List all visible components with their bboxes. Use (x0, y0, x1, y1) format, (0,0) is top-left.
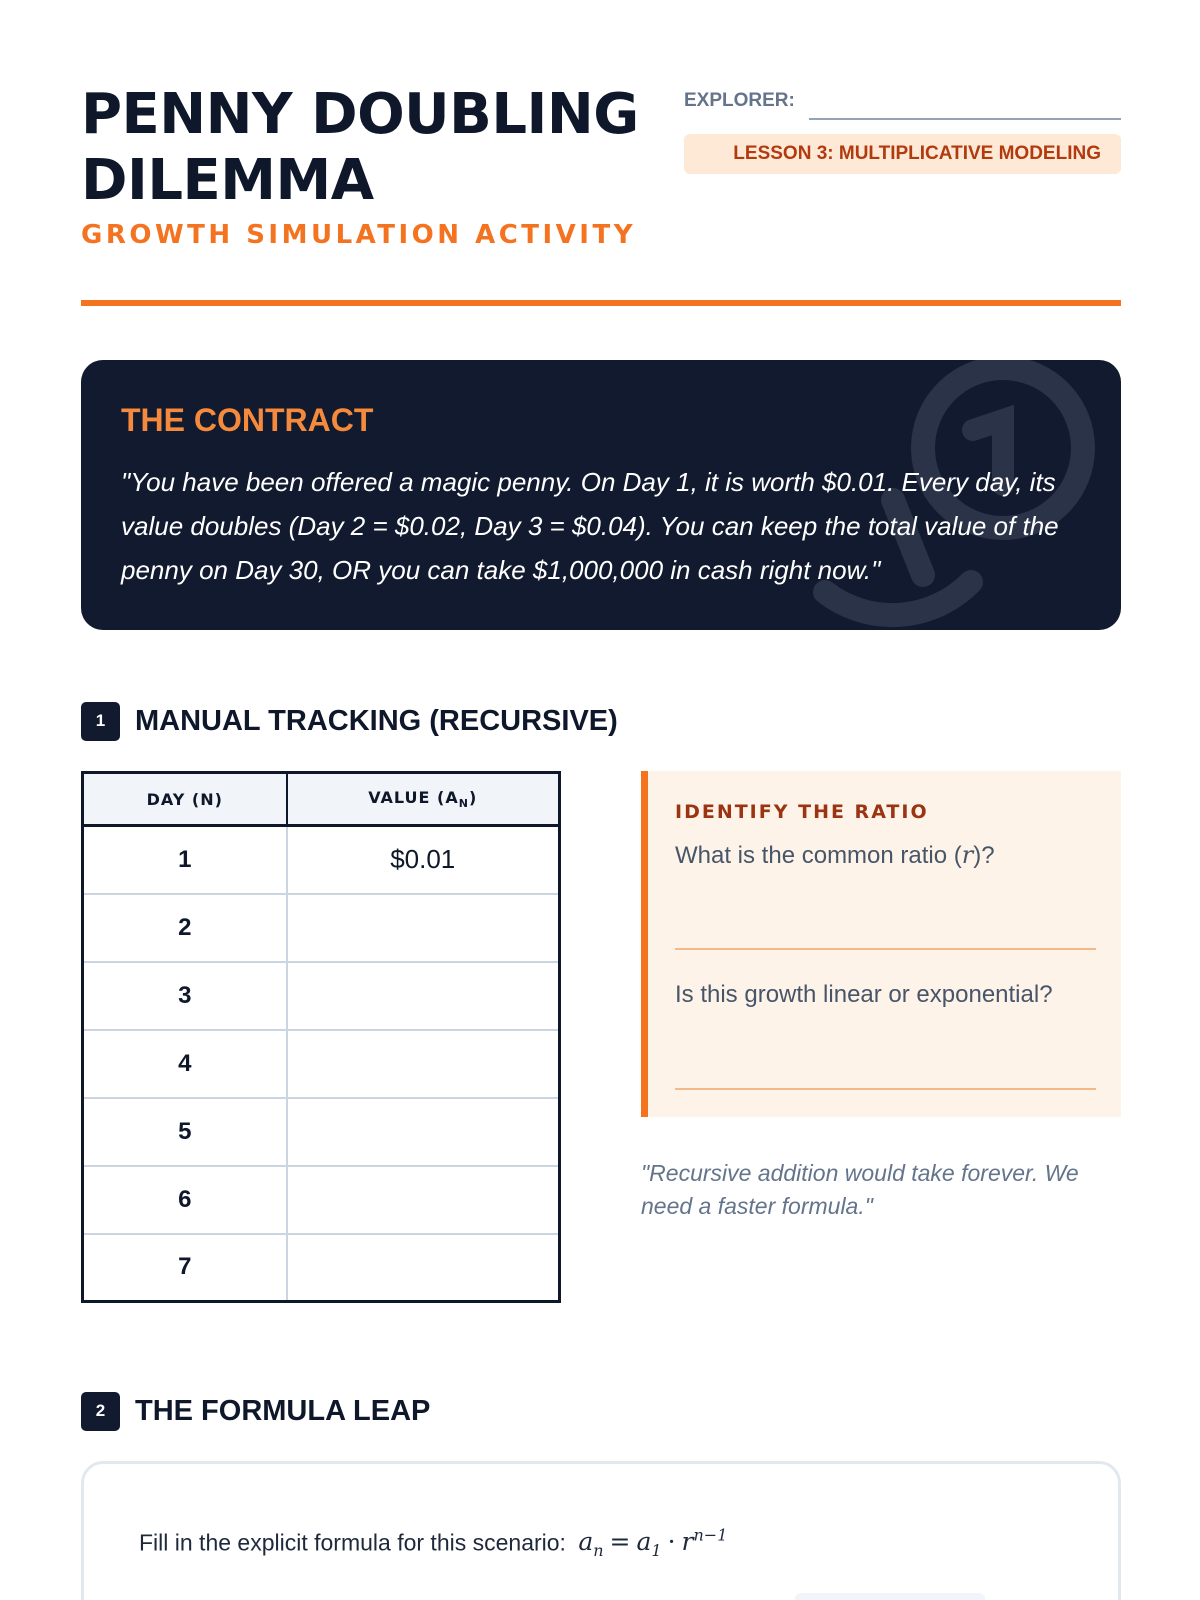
identify-ratio-card (641, 771, 1121, 1117)
column-header-value (287, 773, 560, 826)
formula-r: r (681, 1527, 694, 1557)
contract-text: "You have been offered a magic penny. On Day 1, it is worth $0.01. Every day, its value doubles (Day 2 = $0.02, Day 3 = $0.04). You can keep the total value of the penny on Day 30, OR you can take $1,000,000 in cash right now." (121, 467, 1059, 585)
day-cell: 2 (83, 894, 287, 962)
section-2-title: THE FORMULA LEAP (135, 1394, 431, 1427)
worksheet-page (81, 0, 1121, 1600)
table-row (83, 894, 560, 962)
column-header-value-close: ) (468, 787, 478, 807)
table-row (83, 1030, 560, 1098)
day-cell: 5 (83, 1098, 287, 1166)
explorer-label: EXPLORER: (684, 90, 795, 111)
identify-ratio-title: IDENTIFY THE RATIO (675, 801, 929, 823)
formula-a: a (578, 1527, 594, 1557)
explorer-name-row (684, 88, 1121, 122)
section-2-header (81, 1391, 430, 1431)
explicit-formula (578, 1526, 728, 1561)
column-header-value-text: VALUE (A (368, 787, 459, 807)
formula-dot: · (667, 1527, 676, 1557)
value-cell[interactable] (287, 1098, 560, 1166)
column-header-value-subscript: N (458, 797, 469, 811)
tracking-table (81, 771, 561, 1303)
day-cell: 6 (83, 1166, 287, 1234)
explorer-name-field[interactable] (809, 88, 1121, 120)
day-cell: 7 (83, 1234, 287, 1302)
table-header-row (83, 773, 560, 826)
value-cell[interactable] (287, 1234, 560, 1302)
formula-prompt (139, 1526, 727, 1560)
contract-card (81, 360, 1121, 630)
day-cell: 3 (83, 962, 287, 1030)
formula-sub-n: n (593, 1541, 604, 1561)
header-divider (81, 300, 1121, 306)
section-1-number: 1 (81, 702, 120, 741)
value-cell[interactable] (287, 1030, 560, 1098)
table-row (83, 826, 560, 894)
formula-sub-1: 1 (651, 1541, 662, 1561)
ratio-answer-line[interactable] (675, 948, 1096, 950)
table-row (83, 962, 560, 1030)
section-2-number: 2 (81, 1392, 120, 1431)
lesson-badge: LESSON 3: MULTIPLICATIVE MODELING (684, 134, 1121, 174)
formula-card (81, 1461, 1121, 1600)
formula-equals: = (609, 1527, 631, 1557)
formula-exponent: n−1 (693, 1526, 728, 1545)
contract-title: THE CONTRACT (121, 402, 374, 438)
section-1-title: MANUAL TRACKING (RECURSIVE) (135, 704, 618, 737)
section-1-header (81, 701, 618, 741)
formula-prompt-text: Fill in the explicit formula for this scenario: (139, 1529, 566, 1556)
ratio-question-text: What is the common ratio ( (675, 842, 962, 869)
value-cell[interactable] (287, 894, 560, 962)
value-cell[interactable] (287, 962, 560, 1030)
ratio-question (675, 841, 995, 870)
table-row (83, 1234, 560, 1302)
formula-a1: a (636, 1527, 652, 1557)
ratio-variable: r (961, 841, 974, 869)
day-cell: 1 (83, 826, 287, 894)
formula-answer-box[interactable] (795, 1593, 985, 1600)
growth-type-question: Is this growth linear or exponential? (675, 981, 1053, 1008)
page-subtitle: GROWTH SIMULATION ACTIVITY (81, 220, 637, 250)
page-title: PENNY DOUBLING DILEMMA (81, 82, 639, 213)
recursive-quote: "Recursive addition would take forever. We need a faster formula." (641, 1160, 1079, 1219)
growth-type-answer-line[interactable] (675, 1088, 1096, 1090)
day-cell: 4 (83, 1030, 287, 1098)
column-header-day: DAY (N) (83, 773, 287, 826)
table-row (83, 1098, 560, 1166)
value-cell[interactable] (287, 1166, 560, 1234)
table-row (83, 1166, 560, 1234)
value-cell: $0.01 (390, 844, 456, 875)
ratio-question-end: )? (973, 842, 995, 869)
